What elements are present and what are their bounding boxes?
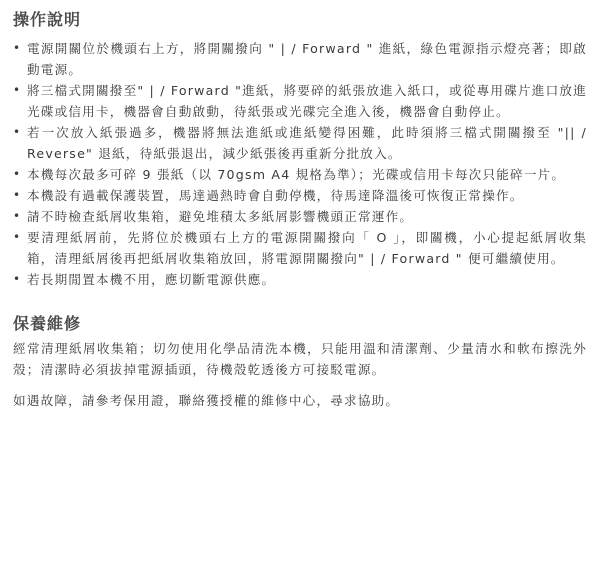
list-item-text: 要清理紙屑前，先將位於機頭右上方的電源開關撥向「 O 」，即關機，小心提起紙屑收集箱，清理紙屑後再把紙屑收集箱放回，將電源開關撥向" | / Forward " 便可繼續使用。	[27, 230, 587, 266]
list-item-text: 電源開關位於機頭右上方，將開關撥向 " | / Forward " 進紙，綠色電源指示燈亮著；即啟動電源。	[27, 41, 587, 77]
bullet-icon: •	[13, 41, 22, 55]
bullet-icon: •	[13, 167, 22, 181]
bullet-icon: •	[13, 125, 22, 139]
list-item-text: 本機設有過載保護裝置，馬達過熱時會自動停機，待馬達降溫後可恢復正常操作。	[27, 188, 524, 203]
maintenance-heading: 保養維修	[13, 314, 82, 333]
list-item	[13, 38, 587, 80]
list-item	[13, 227, 587, 269]
list-item-text: 若一次放入紙張過多，機器將無法進紙或進紙變得困難，此時須將三檔式開關撥至 "|| / Reverse" 退紙，待紙張退出，減少紙張後再重新分批放入。	[27, 125, 587, 161]
list-item	[13, 185, 587, 206]
bullet-icon: •	[13, 188, 22, 202]
list-item	[13, 164, 587, 185]
list-item	[13, 269, 587, 290]
support-paragraph: 如遇故障，請參考保用證，聯絡獲授權的維修中心，尋求協助。	[13, 393, 400, 408]
operation-heading: 操作說明	[13, 10, 82, 29]
list-item	[13, 80, 587, 122]
list-item	[13, 122, 587, 164]
bullet-icon: •	[13, 209, 22, 223]
bullet-icon: •	[13, 272, 22, 286]
list-item-text: 請不時檢查紙屑收集箱，避免堆積太多紙屑影響機頭正常運作。	[27, 209, 414, 224]
operation-list	[13, 38, 587, 290]
bullet-icon: •	[13, 83, 22, 97]
list-item-text: 本機每次最多可碎 9 張紙（以 70gsm A4 規格為準）；光碟或信用卡每次只能碎一片。	[27, 167, 566, 182]
list-item-text: 將三檔式開關撥至" | / Forward "進紙，將要碎的紙張放進入紙口，或從專用碟片進口放進光碟或信用卡，機器會自動啟動，待紙張或光碟完全進入後，機器會自動停止。	[27, 83, 587, 119]
list-item-text: 若長期閒置本機不用，應切斷電源供應。	[27, 272, 276, 287]
maintenance-paragraph: 經常清理紙屑收集箱；切勿使用化學品清洗本機，只能用溫和清潔劑、少量清水和軟布擦洗外殼；清潔時必須拔掉電源插頭，待機殼乾透後方可接駁電源。	[13, 341, 587, 377]
list-item	[13, 206, 587, 227]
bullet-icon: •	[13, 230, 22, 244]
